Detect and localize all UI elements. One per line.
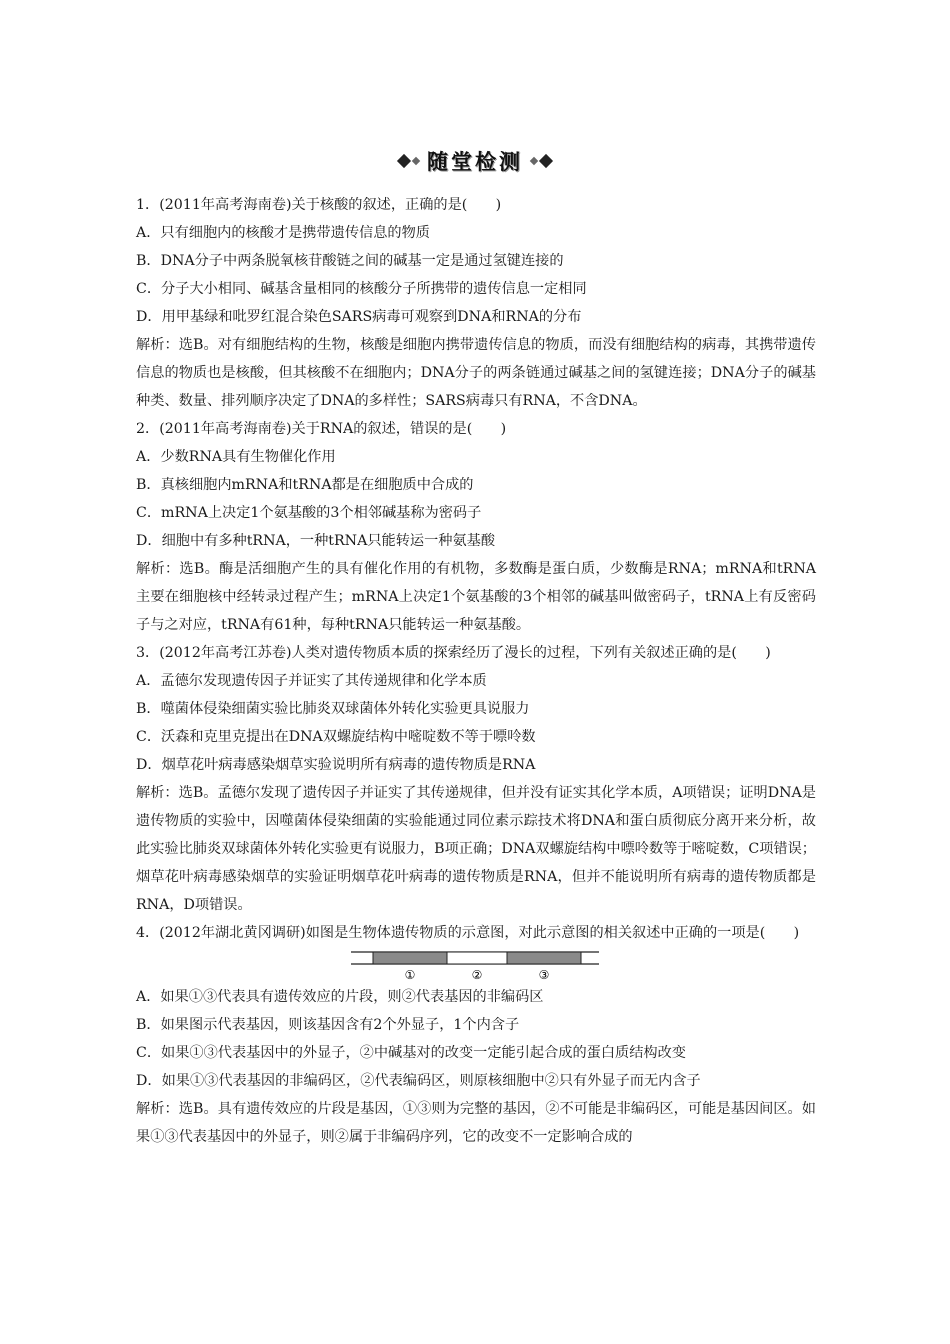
- question-stem: 4．(2012年湖北黄冈调研)如图是生物体遗传物质的示意图，对此示意图的相关叙述中正确的一项是( ): [136, 925, 800, 941]
- option-d: D．细胞中有多种tRNA，一种tRNA只能转运一种氨基酸: [136, 533, 496, 549]
- question-stem: 3．(2012年高考江苏卷)人类对遗传物质本质的探索经历了漫长的过程，下列有关叙述正确的是( ): [136, 645, 771, 661]
- left-diamond-ornament: [399, 156, 419, 166]
- option-b: B．如果图示代表基因，则该基因含有2个外显子，1个内含子: [136, 1017, 520, 1033]
- section-header: [0, 145, 950, 177]
- segment-label-1: ①: [404, 968, 416, 982]
- analysis: 解析：选B。具有遗传效应的片段是基因，①③则为完整的基因，②不可能是非编码区，可能是基因间区。如果①③代表基因中的外显子，则②属于非编码序列，它的改变不一定影响合成的: [136, 1101, 816, 1145]
- diamond-icon: [412, 157, 420, 165]
- question-1: [136, 191, 816, 415]
- option-d: D．如果①③代表基因的非编码区，②代表编码区，则原核细胞中②只有外显子而无内含子: [136, 1073, 701, 1089]
- option-a: A．只有细胞内的核酸才是携带遗传信息的物质: [136, 225, 430, 241]
- segment-label-2: ②: [471, 968, 483, 982]
- analysis: 解析：选B。酶是活细胞产生的具有催化作用的有机物，多数酶是蛋白质，少数酶是RNA；mRNA和tRNA主要在细胞核中经转录过程产生；mRNA上决定1个氨基酸的3个相邻的碱基叫做密码子，tRNA上有反密码子与之对应，tRNA有61种，每种tRNA只能转运一种氨基酸。: [136, 561, 816, 633]
- option-b: B．DNA分子中两条脱氧核苷酸链之间的碱基一定是通过氢键连接的: [136, 253, 564, 269]
- segment-2: [447, 952, 507, 964]
- option-d: D．用甲基绿和吡罗红混合染色SARS病毒可观察到DNA和RNA的分布: [136, 309, 582, 325]
- segment-label-3: ③: [538, 968, 550, 982]
- option-a: A．孟德尔发现遗传因子并证实了其传递规律和化学本质: [136, 673, 487, 689]
- right-diamond-ornament: [531, 156, 551, 166]
- option-c: C．mRNA上决定1个氨基酸的3个相邻碱基称为密码子: [136, 505, 482, 521]
- question-4: [136, 919, 816, 1151]
- option-b: B．真核细胞内mRNA和tRNA都是在细胞质中合成的: [136, 477, 474, 493]
- diamond-icon: [530, 157, 538, 165]
- question-stem: 1．(2011年高考海南卷)关于核酸的叙述，正确的是( ): [136, 197, 502, 213]
- dna-segment-diagram: [351, 950, 601, 982]
- dna-segment-figure: [136, 947, 816, 983]
- question-3: [136, 639, 816, 919]
- diamond-icon: [397, 154, 411, 168]
- question-list: [136, 191, 816, 1151]
- option-c: C．沃森和克里克提出在DNA双螺旋结构中嘧啶数不等于嘌呤数: [136, 729, 536, 745]
- option-c: C．如果①③代表基因中的外显子，②中碱基对的改变一定能引起合成的蛋白质结构改变: [136, 1045, 686, 1061]
- section-title: 随堂检测: [427, 150, 523, 174]
- segment-3: [507, 952, 581, 964]
- segment-1: [373, 952, 447, 964]
- option-a: A．少数RNA具有生物催化作用: [136, 449, 336, 465]
- option-b: B．噬菌体侵染细菌实验比肺炎双球菌体外转化实验更具说服力: [136, 701, 530, 717]
- analysis: 解析：选B。对有细胞结构的生物，核酸是细胞内携带遗传信息的物质，而没有细胞结构的病毒，其携带遗传信息的物质也是核酸，但其核酸不在细胞内；DNA分子的两条链通过碱基之间的氢键连接；DNA分子的碱基种类、数量、排列顺序决定了DNA的多样性；SARS病毒只有RNA，不含DNA。: [136, 337, 816, 409]
- question-2: [136, 415, 816, 639]
- option-c: C．分子大小相同、碱基含量相同的核酸分子所携带的遗传信息一定相同: [136, 281, 587, 297]
- option-d: D．烟草花叶病毒感染烟草实验说明所有病毒的遗传物质是RNA: [136, 757, 536, 773]
- diamond-icon: [539, 154, 553, 168]
- question-stem: 2．(2011年高考海南卷)关于RNA的叙述，错误的是( ): [136, 421, 507, 437]
- option-a: A．如果①③代表具有遗传效应的片段，则②代表基因的非编码区: [136, 989, 544, 1005]
- analysis: 解析：选B。孟德尔发现了遗传因子并证实了其传递规律，但并没有证实其化学本质，A项错误；证明DNA是遗传物质的实验中，因噬菌体侵染细菌的实验能通过同位素示踪技术将DNA和蛋白质彻底分离开来分析，故此实验比肺炎双球菌体外转化实验更有说服力，B项正确；DNA双螺旋结构中嘌呤数等于嘧啶数，C项错误；烟草花叶病毒感染烟草的实验证明烟草花叶病毒的遗传物质是RNA，但并不能说明所有病毒的遗传物质都是RNA，D项错误。: [136, 785, 816, 913]
